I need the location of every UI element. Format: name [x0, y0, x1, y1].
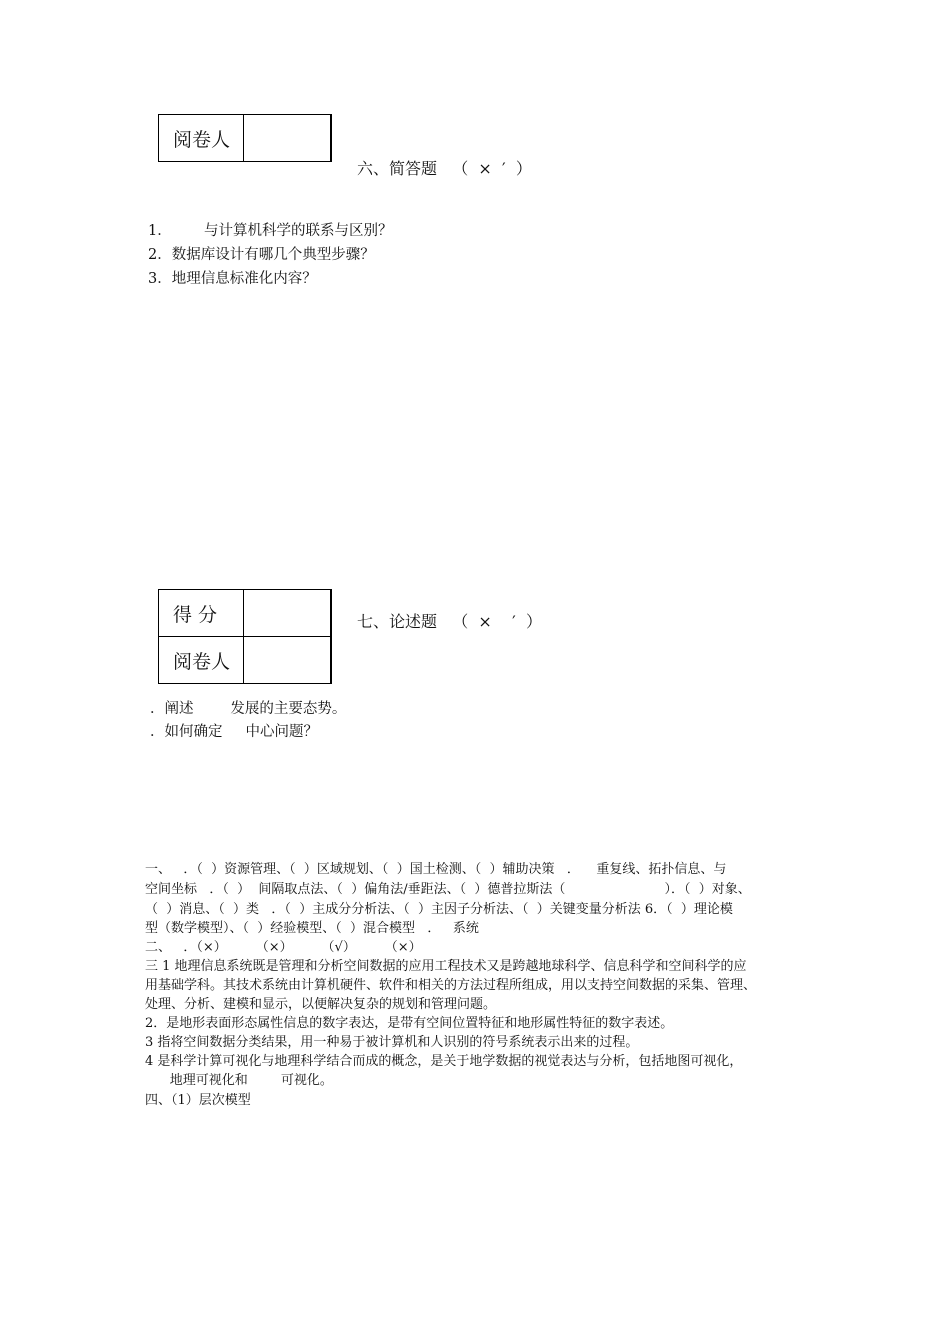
- section7-question-2: ．如何确定 中心问题？: [150, 724, 319, 740]
- score-label: 得 分: [159, 590, 244, 637]
- answer-line: 三 1 地理信息系统既是管理和分析空间数据的应用工程技术又是跨越地球科学、信息科学和空间科学的应: [145, 959, 747, 974]
- answer-line: 二、 ．（×） （×） （√） （×）: [145, 940, 422, 955]
- answer-line: 2．是地形表面形态属性信息的数字表达，是带有空间位置特征和地形属性特征的数字表述。: [145, 1016, 674, 1031]
- section6-question-3: 3．地理信息标准化内容？: [148, 271, 317, 287]
- answer-line: 一、 ．（ ）资源管理、（ ）区域规划、（ ）国土检测、（ ）辅助决策 ． 重复线、拓扑信息、与: [145, 862, 727, 877]
- section7-title: 七、论述题 （ × ′ ）: [357, 612, 542, 631]
- section6-title: 六、简答题 （ × ′ ）: [357, 159, 532, 178]
- answer-line: （ ）消息、（ ）类 ．（ ）主成分分析法、（ ）主因子分析法、（ ）关键变量分析法 6．（ ）理论模: [145, 902, 733, 917]
- section7-question-1: ．阐述 发展的主要态势。: [150, 701, 347, 717]
- answer-line: 3 指将空间数据分类结果，用一种易于被计算机和人识别的符号系统表示出来的过程。: [145, 1035, 639, 1050]
- answer-line: 4 是科学计算可视化与地理科学结合而成的概念，是关于地学数据的视觉表达与分析，包括地图可视化，: [145, 1054, 743, 1069]
- answer-line: 用基础学科。其技术系统由计算机硬件、软件和相关的方法过程所组成，用以支持空间数据的采集、管理、: [145, 978, 757, 993]
- section7-score-table: [158, 589, 332, 684]
- section6-question-1: 1． 与计算机科学的联系与区别？: [148, 223, 393, 239]
- answer-line: 空间坐标 ．（ ） 间隔取点法、（ ）偏角法/垂距法、（ ）德普拉斯法（ ）．（ ）对象、: [145, 882, 751, 897]
- grader-cell: [244, 637, 332, 684]
- section6-question-2: 2．数据库设计有哪几个典型步骤？: [148, 247, 375, 263]
- grader-cell: [244, 115, 332, 162]
- answer-line: 地理可视化和 可视化。: [145, 1073, 333, 1088]
- answer-line: 型（数学模型）、（ ）经验模型、（ ）混合模型 ． 系统: [145, 921, 479, 936]
- answer-line: 四、（1）层次模型: [145, 1093, 251, 1108]
- score-cell: [244, 590, 332, 637]
- grader-label: 阅卷人: [159, 637, 244, 684]
- section6-score-table: [158, 114, 332, 162]
- grader-label: 阅卷人: [159, 115, 244, 162]
- answer-line: 处理、分析、建模和显示，以便解决复杂的规划和管理问题。: [145, 997, 497, 1012]
